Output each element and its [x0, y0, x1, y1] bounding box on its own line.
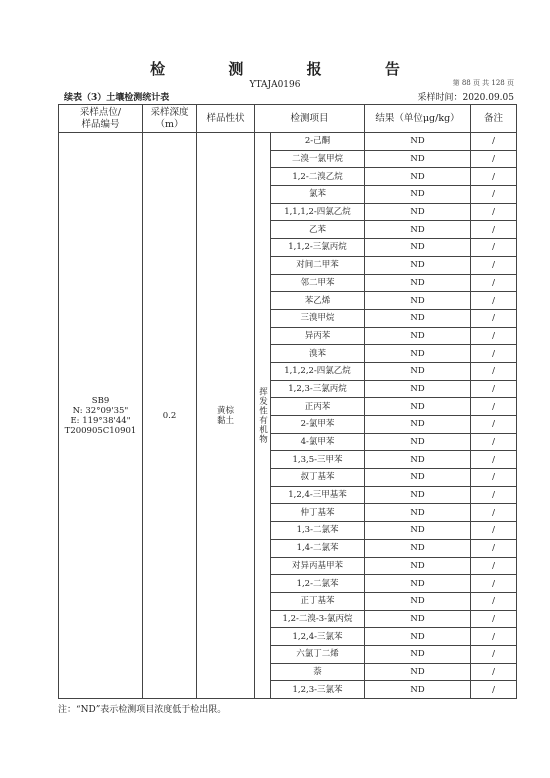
item-cell: 溴苯: [271, 345, 365, 363]
note-cell: /: [471, 380, 517, 398]
note-cell: /: [471, 327, 517, 345]
footnote: 注：“ND”表示检测项目浓度低于检出限。: [58, 705, 227, 715]
sample-time: 采样时间：2020.09.05: [417, 93, 514, 103]
item-cell: 氯苯: [271, 186, 365, 204]
sample-nature-cell: 黄棕 黏土: [197, 133, 255, 699]
result-cell: ND: [365, 645, 471, 663]
note-cell: /: [471, 221, 517, 239]
note-cell: /: [471, 168, 517, 186]
result-cell: ND: [365, 292, 471, 310]
result-cell: ND: [365, 539, 471, 557]
soil-test-table: [58, 104, 517, 699]
note-cell: /: [471, 610, 517, 628]
result-cell: ND: [365, 309, 471, 327]
item-cell: 萘: [271, 663, 365, 681]
note-cell: /: [471, 575, 517, 593]
item-cell: 1,4-二氯苯: [271, 539, 365, 557]
col-header-result: 结果（单位μg/kg）: [365, 105, 471, 133]
item-cell: 六氯丁二烯: [271, 645, 365, 663]
item-cell: 二溴一氯甲烷: [271, 150, 365, 168]
result-cell: ND: [365, 592, 471, 610]
note-cell: /: [471, 416, 517, 434]
note-cell: /: [471, 522, 517, 540]
sample-depth-cell: 0.2: [143, 133, 197, 699]
result-cell: ND: [365, 274, 471, 292]
note-cell: /: [471, 486, 517, 504]
item-cell: 1,1,1,2-四氯乙烷: [271, 203, 365, 221]
note-cell: /: [471, 469, 517, 487]
item-cell: 2-氯甲苯: [271, 416, 365, 434]
result-cell: ND: [365, 557, 471, 575]
note-cell: /: [471, 663, 517, 681]
item-cell: 乙苯: [271, 221, 365, 239]
note-cell: /: [471, 150, 517, 168]
result-cell: ND: [365, 168, 471, 186]
note-cell: /: [471, 292, 517, 310]
category-cell: 挥发性有机物: [255, 133, 271, 699]
result-cell: ND: [365, 221, 471, 239]
result-cell: ND: [365, 522, 471, 540]
item-cell: 1,2-二氯苯: [271, 575, 365, 593]
result-cell: ND: [365, 433, 471, 451]
item-cell: 1,1,2-三氯丙烷: [271, 239, 365, 257]
result-cell: ND: [365, 504, 471, 522]
note-cell: /: [471, 504, 517, 522]
note-cell: /: [471, 592, 517, 610]
item-cell: 1,3-二氯苯: [271, 522, 365, 540]
item-cell: 正丙苯: [271, 398, 365, 416]
note-cell: /: [471, 557, 517, 575]
result-cell: ND: [365, 327, 471, 345]
item-cell: 对异丙基甲苯: [271, 557, 365, 575]
col-header-item: 检测项目: [255, 105, 365, 133]
item-cell: 4-氯甲苯: [271, 433, 365, 451]
result-cell: ND: [365, 486, 471, 504]
table-row: [59, 133, 517, 151]
item-cell: 苯乙烯: [271, 292, 365, 310]
result-cell: ND: [365, 203, 471, 221]
item-cell: 1,2,3-三氯丙烷: [271, 380, 365, 398]
report-title: 检 测 报 告: [150, 60, 429, 78]
item-cell: 正丁基苯: [271, 592, 365, 610]
note-cell: /: [471, 681, 517, 699]
note-cell: /: [471, 133, 517, 151]
result-cell: ND: [365, 451, 471, 469]
note-cell: /: [471, 451, 517, 469]
result-cell: ND: [365, 133, 471, 151]
result-cell: ND: [365, 469, 471, 487]
col-header-nature: 样品性状: [197, 105, 255, 133]
result-cell: ND: [365, 150, 471, 168]
result-cell: ND: [365, 345, 471, 363]
result-cell: ND: [365, 256, 471, 274]
table-caption: 续表（3）土壤检测统计表: [64, 93, 170, 103]
result-cell: ND: [365, 663, 471, 681]
result-cell: ND: [365, 239, 471, 257]
col-header-note: 备注: [471, 105, 517, 133]
note-cell: /: [471, 256, 517, 274]
item-cell: 2-己酮: [271, 133, 365, 151]
result-cell: ND: [365, 362, 471, 380]
note-cell: /: [471, 239, 517, 257]
note-cell: /: [471, 362, 517, 380]
item-cell: 1,2,4-三甲基苯: [271, 486, 365, 504]
note-cell: /: [471, 186, 517, 204]
result-cell: ND: [365, 575, 471, 593]
note-cell: /: [471, 628, 517, 646]
item-cell: 1,2-二溴-3-氯丙烷: [271, 610, 365, 628]
item-cell: 三溴甲烷: [271, 309, 365, 327]
note-cell: /: [471, 433, 517, 451]
note-cell: /: [471, 645, 517, 663]
note-cell: /: [471, 274, 517, 292]
item-cell: 叔丁基苯: [271, 469, 365, 487]
note-cell: /: [471, 539, 517, 557]
item-cell: 对间二甲苯: [271, 256, 365, 274]
table-header-row: [59, 105, 517, 133]
item-cell: 1,2,3-三氯苯: [271, 681, 365, 699]
note-cell: /: [471, 309, 517, 327]
note-cell: /: [471, 203, 517, 221]
result-cell: ND: [365, 380, 471, 398]
result-cell: ND: [365, 398, 471, 416]
result-cell: ND: [365, 186, 471, 204]
note-cell: /: [471, 345, 517, 363]
note-cell: /: [471, 398, 517, 416]
result-cell: ND: [365, 416, 471, 434]
col-header-depth: 采样深度 （m）: [143, 105, 197, 133]
item-cell: 仲丁基苯: [271, 504, 365, 522]
report-id: YTAJA0196: [249, 80, 301, 90]
item-cell: 异丙苯: [271, 327, 365, 345]
page-number: 第 88 页 共 128 页: [452, 79, 514, 87]
result-cell: ND: [365, 681, 471, 699]
item-cell: 1,1,2,2-四氯乙烷: [271, 362, 365, 380]
sample-point-cell: SB9 N: 32°09'35" E: 119°38'44" T200905C10901: [59, 133, 143, 699]
result-cell: ND: [365, 628, 471, 646]
item-cell: 1,2,4-三氯苯: [271, 628, 365, 646]
item-cell: 邻二甲苯: [271, 274, 365, 292]
item-cell: 1,2-二溴乙烷: [271, 168, 365, 186]
result-cell: ND: [365, 610, 471, 628]
col-header-point: 采样点位/ 样品编号: [59, 105, 143, 133]
item-cell: 1,3,5-三甲苯: [271, 451, 365, 469]
